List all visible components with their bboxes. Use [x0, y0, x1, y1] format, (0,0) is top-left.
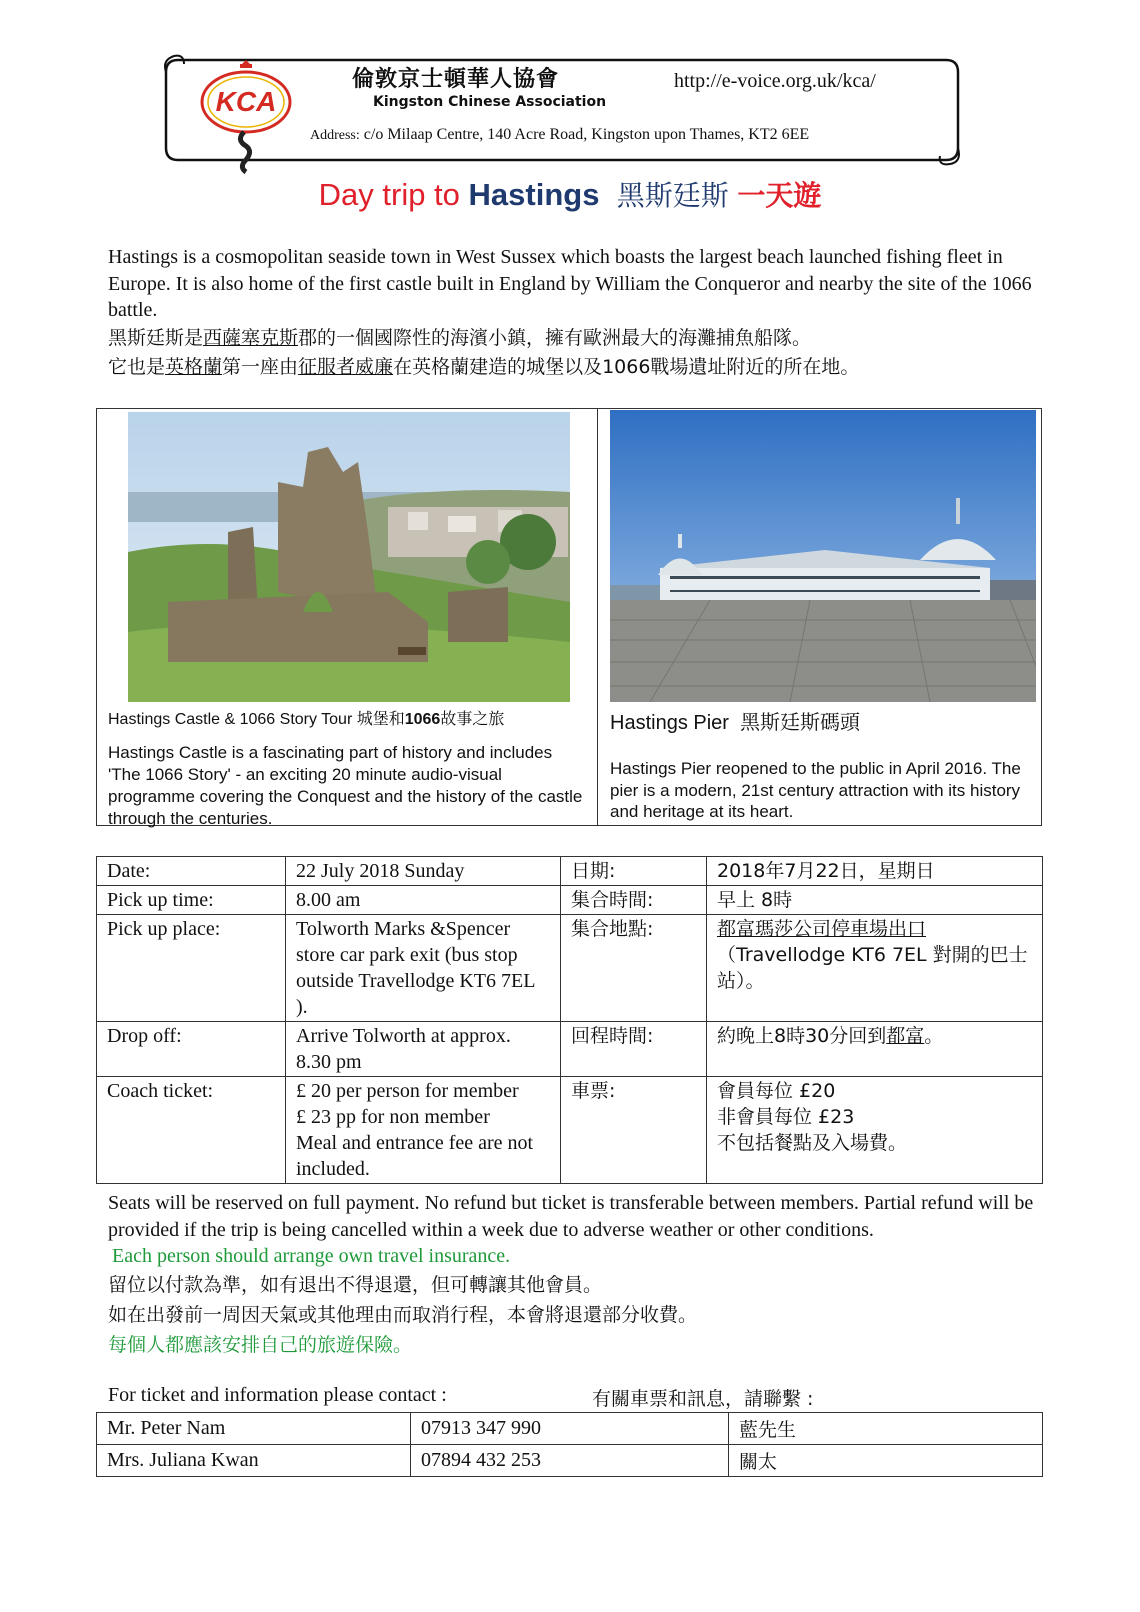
title-day-trip-cn: 一天遊: [737, 179, 822, 212]
drop-off-value: Arrive Tolworth at approx. 8.30 pm: [286, 1022, 561, 1077]
ticket-member: £ 20 per person for member: [296, 1080, 519, 1102]
pickup-place-value-cn: [707, 915, 1043, 1022]
castle-caption-title: [108, 706, 504, 729]
date-value: 22 July 2018 Sunday: [286, 857, 561, 886]
intro-english: Hastings is a cosmopolitan seaside town in West Sussex which boasts the largest beach launched fishing fleet in Europe. It is also home of the first castle built in England by William the Conqueror and nearby the site of the 1066 battle.: [108, 246, 1032, 321]
ticket-non-member-cn: 非會員每位 £23: [717, 1106, 855, 1128]
ticket-member-cn: 會員每位 £20: [717, 1080, 836, 1102]
table-row: [97, 1022, 1043, 1077]
title-hastings-cn: 黑斯廷斯: [616, 179, 729, 212]
intro-cn1-a: 黑斯廷斯是: [108, 326, 204, 349]
intro-chinese-line-1: [108, 324, 1038, 353]
title-hastings: Hastings: [468, 177, 600, 212]
castle-caption-description: Hastings Castle is a fascinating part of history and includes 'The 1066 Story' - an exciting 20 minute audio-visual programme covering the Conquest and the history of the castle through the centuries.: [108, 743, 583, 828]
date-value-cn: 2018年7月22日，星期日: [707, 857, 1043, 886]
coach-ticket-value-cn: [707, 1077, 1043, 1184]
logo-lettering: KCA: [215, 86, 277, 117]
ticket-exclusions: Meal and entrance fee are not included.: [296, 1132, 534, 1180]
pickup-time-label-cn: 集合時間:: [561, 886, 707, 915]
pier-title-en: Hastings Pier: [610, 712, 735, 734]
pier-caption-title: [610, 706, 860, 735]
tolworth-link-cn[interactable]: 都富: [886, 1025, 925, 1047]
coach-ticket-label: Coach ticket:: [97, 1077, 286, 1184]
attractions-divider: [597, 408, 598, 826]
org-name-chinese: 倫敦京士頓華人協會: [352, 67, 560, 92]
contact-name: Mr. Peter Nam: [97, 1413, 411, 1445]
pier-title-cn: 黑斯廷斯碼頭: [740, 712, 861, 734]
org-website-link[interactable]: http://e-voice.org.uk/kca/: [674, 70, 876, 92]
ticket-non-member: £ 23 pp for non member: [296, 1106, 490, 1128]
coach-ticket-label-cn: 車票:: [561, 1077, 707, 1184]
intro-cn2-c: 在英格蘭建造的城堡以及1066戰場遺址附近的所在地。: [393, 355, 860, 378]
trip-details-table: [96, 856, 1043, 1184]
drop-off-label-cn: 回程時間:: [561, 1022, 707, 1077]
terms-chinese-line-2: 如在出發前一周因天氣或其他理由而取消行程，本會將退還部分收費。: [108, 1303, 698, 1326]
pier-caption-description: Hastings Pier reopened to the public in April 2016. The pier is a modern, 21st century attraction with its history and heritage at its heart.: [610, 759, 1021, 821]
pickup-time-value-cn: 早上 8時: [707, 886, 1043, 915]
ticket-exclusions-cn: 不包括餐點及入場費。: [717, 1132, 908, 1154]
castle-title-cn-a: 城堡和: [356, 711, 405, 728]
intro-cn2-b: 第一座由: [222, 355, 299, 378]
insurance-note-chinese: 每個人都應該安排自己的旅遊保險。: [108, 1333, 413, 1356]
kca-logo: [196, 58, 302, 174]
contact-name-cn: 關太: [729, 1445, 1043, 1477]
table-row: [97, 857, 1043, 886]
intro-cn2-a: 它也是: [108, 355, 166, 378]
table-row: [97, 886, 1043, 915]
castle-title-cn-bold: 1066: [404, 711, 441, 728]
link-william-conqueror[interactable]: 征服者威廉: [298, 355, 394, 378]
contact-intro-chinese: 有關車票和訊息，請聯繫 :: [592, 1388, 814, 1410]
org-address: [310, 126, 809, 144]
terms-section: [108, 1190, 1038, 1360]
drop-off-cn-a: 約晚上8時30分回到: [717, 1025, 887, 1047]
pickup-place-value: Tolworth Marks &Spencer store car park exit (bus stop outside Travellodge KT6 7EL ).: [286, 915, 561, 1022]
table-row: [97, 915, 1043, 1022]
hastings-castle-photo: [128, 412, 570, 702]
date-label: Date:: [97, 857, 286, 886]
link-west-sussex[interactable]: 西薩塞克斯: [203, 326, 299, 349]
pickup-place-label: Pick up place:: [97, 915, 286, 1022]
table-row: [97, 1445, 1043, 1477]
pickup-time-label: Pick up time:: [97, 886, 286, 915]
pickup-time-value: 8.00 am: [286, 886, 561, 915]
drop-off-label: Drop off:: [97, 1022, 286, 1077]
table-row: [97, 1413, 1043, 1445]
intro-cn1-b: 郡的一個國際性的海濱小鎮，擁有歐洲最大的海灘捕魚船隊。: [298, 326, 812, 349]
castle-title-cn-b: 故事之旅: [440, 711, 505, 728]
drop-off-cn-b: 。: [924, 1025, 944, 1047]
page-title: [0, 174, 1140, 214]
link-england[interactable]: 英格蘭: [165, 355, 223, 378]
address-text: c/o Milaap Centre, 140 Acre Road, Kingston upon Thames, KT2 6EE: [363, 126, 810, 143]
intro-chinese-line-2: [108, 353, 1038, 382]
terms-chinese-line-1: 留位以付款為準，如有退出不得退還，但可轉讓其他會員。: [108, 1273, 603, 1296]
contact-intro-english: For ticket and information please contact :: [108, 1384, 447, 1406]
contact-phone[interactable]: 07894 432 253: [411, 1445, 729, 1477]
pickup-place-link-cn[interactable]: 都富瑪莎公司停車場出口: [717, 918, 927, 940]
contact-phone[interactable]: 07913 347 990: [411, 1413, 729, 1445]
coach-ticket-value: [286, 1077, 561, 1184]
castle-title-en: Hastings Castle & 1066 Story Tour: [108, 711, 357, 728]
org-name-english: Kingston Chinese Association: [373, 94, 607, 110]
pickup-place-detail-cn: （Travellodge KT6 7EL 對開的巴士站）。: [717, 944, 1028, 992]
hastings-pier-photo: [610, 410, 1036, 702]
contacts-table: [96, 1412, 1043, 1477]
title-day-trip: Day trip to: [318, 177, 469, 212]
table-row: [97, 1077, 1043, 1184]
address-label: Address:: [310, 128, 360, 143]
terms-english: Seats will be reserved on full payment. No refund but ticket is transferable between members. Partial refund will be provided if the trip is being cancelled within a week due to adverse weather or other conditions.: [108, 1192, 1034, 1241]
pickup-place-label-cn: 集合地點:: [561, 915, 707, 1022]
contact-name-cn: 藍先生: [729, 1413, 1043, 1445]
date-label-cn: 日期:: [561, 857, 707, 886]
intro-section: [108, 244, 1038, 382]
drop-off-value-cn: [707, 1022, 1043, 1077]
insurance-note-english: Each person should arrange own travel insurance.: [112, 1245, 511, 1267]
contact-name: Mrs. Juliana Kwan: [97, 1445, 411, 1477]
